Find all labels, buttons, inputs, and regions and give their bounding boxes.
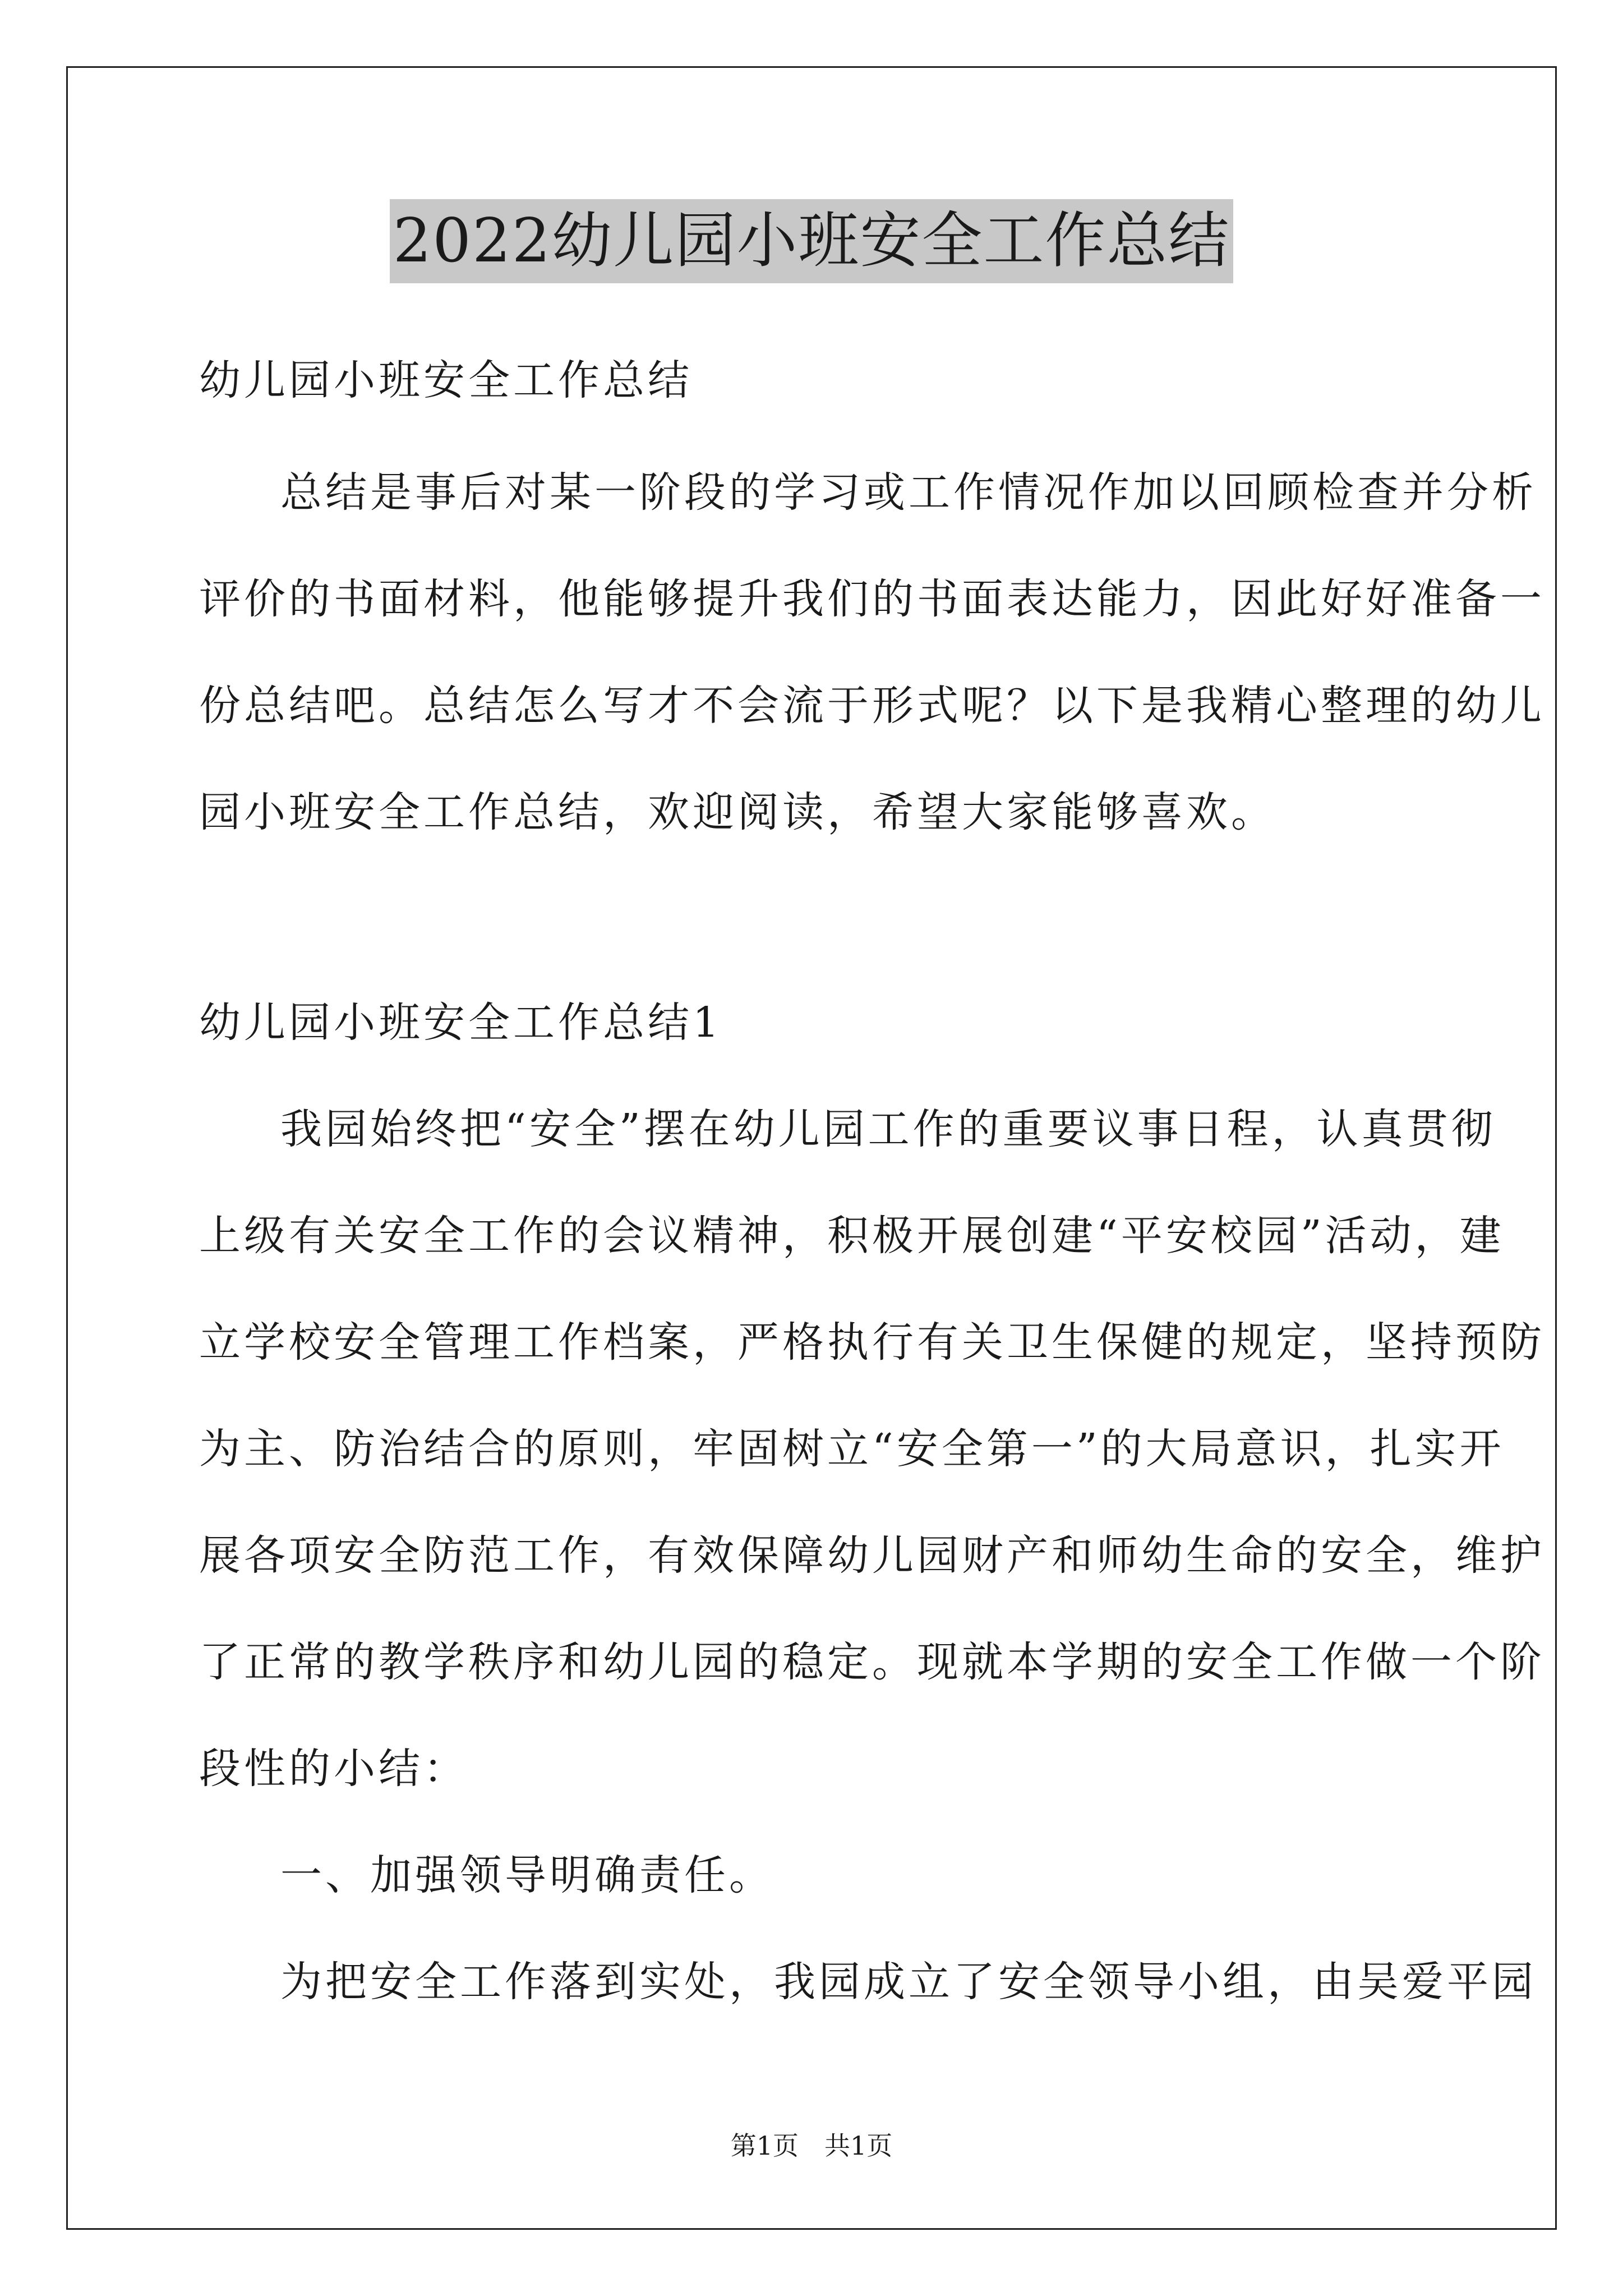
- page-footer: 第1页 共1页: [730, 2131, 893, 2161]
- point-heading: 一、加强领导明确责任。: [280, 1851, 774, 1899]
- intro-line-1: 总结是事后对某一阶段的学习或工作情况作加以回顾检查并分析: [280, 468, 1537, 517]
- paragraph-line-7: 段性的小结：: [199, 1745, 468, 1793]
- paragraph-line-2: 上级有关安全工作的会议精神，积极开展创建“平安校园”活动，建: [199, 1212, 1505, 1260]
- paragraph-line-6: 了正常的教学秩序和幼儿园的稳定。现就本学期的安全工作做一个阶: [199, 1638, 1545, 1686]
- paragraph-line-5: 展各项安全防范工作，有效保障幼儿园财产和师幼生命的安全，维护: [199, 1531, 1545, 1580]
- point-line-1: 为把安全工作落到实处，我园成立了安全领导小组，由吴爱平园: [280, 1958, 1537, 2006]
- document-title: 2022幼儿园小班安全工作总结: [390, 199, 1234, 283]
- intro-line-4: 园小班安全工作总结，欢迎阅读，希望大家能够喜欢。: [199, 788, 1276, 836]
- intro-line-3: 份总结吧。总结怎么写才不会流于形式呢？以下是我精心整理的幼儿: [199, 682, 1545, 730]
- paragraph-line-1: 我园始终把“安全”摆在幼儿园工作的重要议事日程，认真贯彻: [280, 1105, 1496, 1153]
- paragraph-line-3: 立学校安全管理工作档案，严格执行有关卫生保健的规定，坚持预防: [199, 1318, 1545, 1366]
- subtitle: 幼儿园小班安全工作总结: [199, 356, 693, 404]
- section-heading: 幼儿园小班安全工作总结1: [199, 999, 723, 1047]
- intro-line-2: 评价的书面材料，他能够提升我们的书面表达能力，因此好好准备一: [199, 575, 1545, 623]
- title-container: [0, 199, 1623, 283]
- paragraph-line-4: 为主、防治结合的原则，牢固树立“安全第一”的大局意识，扎实开: [199, 1425, 1505, 1473]
